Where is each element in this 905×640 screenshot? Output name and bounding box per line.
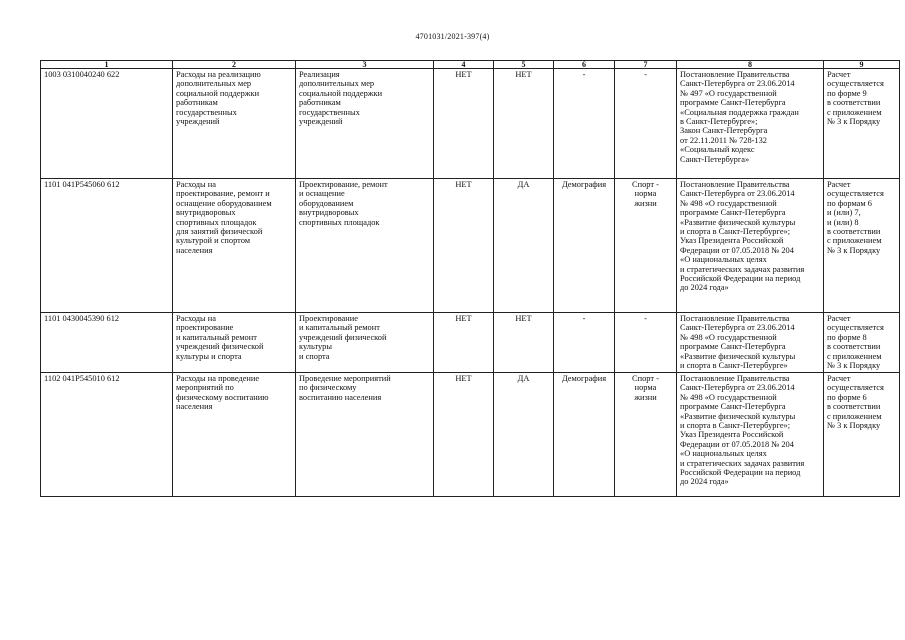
- document-number: 4701031/2021-397(4): [415, 32, 490, 41]
- national-project-cell: -: [554, 313, 615, 373]
- legal-basis-cell: Постановление Правительства Санкт-Петербурга от 23.06.2014 № 497 «О государственной программе Санкт-Петербурга «Социальная поддержка граждан в Санкт-Петербурге»; Закон Санкт-Петербурга от 22.11.2011 № 728-132 «Социальный кодекс Санкт-Петербурга»: [677, 69, 824, 179]
- flag-cell-col4: НЕТ: [434, 313, 494, 373]
- purpose-cell: Проведение мероприятий по физическому воспитанию населения: [296, 373, 434, 497]
- column-number-header: 8: [677, 61, 824, 69]
- flag-cell-col5: НЕТ: [494, 313, 554, 373]
- column-number-row: [41, 61, 900, 69]
- column-number-header: 9: [824, 61, 900, 69]
- federal-project-cell: -: [615, 313, 677, 373]
- column-number-header: 5: [494, 61, 554, 69]
- column-number-header: 1: [41, 61, 173, 69]
- purpose-cell: Реализация дополнительных мер социальной поддержки работникам государственных учреждений: [296, 69, 434, 179]
- flag-cell-col5: ДА: [494, 179, 554, 313]
- column-number-header: 4: [434, 61, 494, 69]
- calculation-note-cell: Расчет осуществляется по форме 6 в соответствии с приложением № 3 к Порядку: [824, 373, 900, 497]
- column-number-header: 3: [296, 61, 434, 69]
- purpose-cell: Проектирование, ремонт и оснащение оборудованием внутридворовых спортивных площадок: [296, 179, 434, 313]
- flag-cell-col5: ДА: [494, 373, 554, 497]
- calculation-note-cell: Расчет осуществляется по форме 9 в соответствии с приложением № 3 к Порядку: [824, 69, 900, 179]
- budget-code-cell: 1102 041P545010 612: [41, 373, 173, 497]
- flag-cell-col4: НЕТ: [434, 373, 494, 497]
- federal-project-cell: Спорт - норма жизни: [615, 179, 677, 313]
- national-project-cell: Демография: [554, 373, 615, 497]
- table-row: [41, 179, 900, 313]
- expense-name-cell: Расходы на реализацию дополнительных мер социальной поддержки работникам государственных учреждений: [173, 69, 296, 179]
- budget-code-cell: 1101 041P545060 612: [41, 179, 173, 313]
- regulation-table: [40, 60, 900, 497]
- purpose-cell: Проектирование и капитальный ремонт учреждений физической культуры и спорта: [296, 313, 434, 373]
- calculation-note-cell: Расчет осуществляется по формам 6 и (или) 7, и (или) 8 в соответствии с приложением № 3 к Порядку: [824, 179, 900, 313]
- national-project-cell: Демография: [554, 179, 615, 313]
- expense-name-cell: Расходы на проектирование и капитальный ремонт учреждений физической культуры и спорта: [173, 313, 296, 373]
- flag-cell-col5: НЕТ: [494, 69, 554, 179]
- legal-basis-cell: Постановление Правительства Санкт-Петербурга от 23.06.2014 № 498 «О государственной программе Санкт-Петербурга «Развитие физической культуры и спорта в Санкт-Петербурге»; Указ Президента Российской Федерации от 07.05.2018 № 204 «О национальных целях и стратегических задачах развития Российской Федерации на период до 2024 года»: [677, 179, 824, 313]
- national-project-cell: -: [554, 69, 615, 179]
- table-row: [41, 313, 900, 373]
- table-row: [41, 69, 900, 179]
- column-number-header: 2: [173, 61, 296, 69]
- expense-name-cell: Расходы на проектирование, ремонт и оснащение оборудованием внутридворовых спортивных площадок для занятий физической культурой и спортом населения: [173, 179, 296, 313]
- federal-project-cell: -: [615, 69, 677, 179]
- calculation-note-cell: Расчет осуществляется по форме 8 в соответствии с приложением № 3 к Порядку: [824, 313, 900, 373]
- expense-name-cell: Расходы на проведение мероприятий по физическому воспитанию населения: [173, 373, 296, 497]
- column-number-header: 6: [554, 61, 615, 69]
- legal-basis-cell: Постановление Правительства Санкт-Петербурга от 23.06.2014 № 498 «О государственной программе Санкт-Петербурга «Развитие физической культуры и спорта в Санкт-Петербурге»: [677, 313, 824, 373]
- table-row: [41, 373, 900, 497]
- budget-code-cell: 1003 0310040240 622: [41, 69, 173, 179]
- federal-project-cell: Спорт - норма жизни: [615, 373, 677, 497]
- column-number-header: 7: [615, 61, 677, 69]
- budget-code-cell: 1101 0430045390 612: [41, 313, 173, 373]
- flag-cell-col4: НЕТ: [434, 179, 494, 313]
- legal-basis-cell: Постановление Правительства Санкт-Петербурга от 23.06.2014 № 498 «О государственной программе Санкт-Петербурга «Развитие физической культуры и спорта в Санкт-Петербурге»; Указ Президента Российской Федерации от 07.05.2018 № 204 «О национальных целях и стратегических задачах развития Российской Федерации на период до 2024 года»: [677, 373, 824, 497]
- flag-cell-col4: НЕТ: [434, 69, 494, 179]
